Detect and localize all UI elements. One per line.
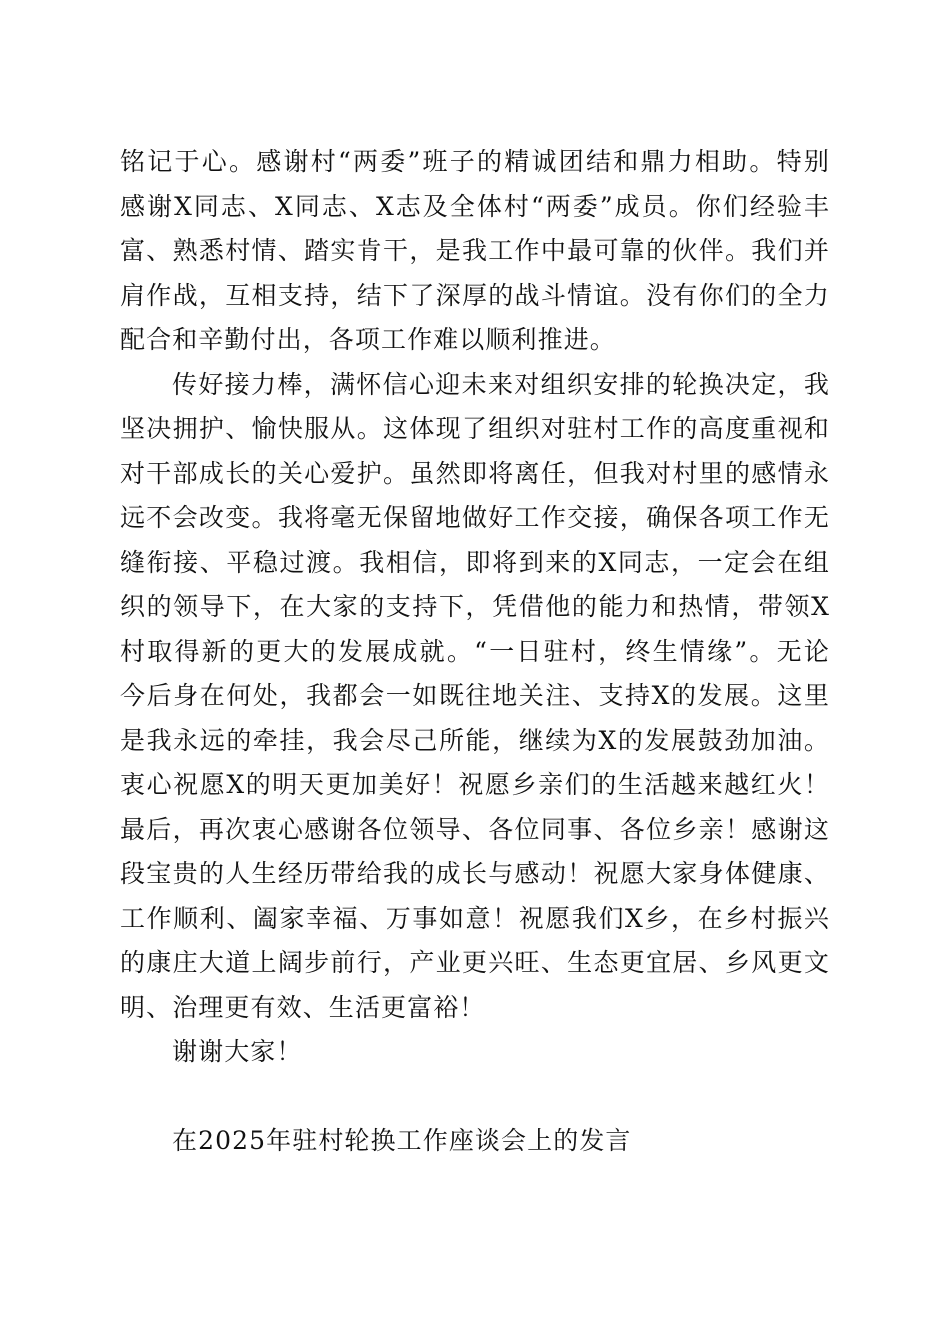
text-line: 明、治理更有效、生活更富裕！ (120, 992, 486, 1022)
text-line: 织的领导下，在大家的支持下，凭借他的能力和热情，带领X (120, 592, 830, 621)
text-line: 衷心祝愿X的明天更加美好！祝愿乡亲们的生活越来越红火！ (120, 770, 830, 799)
closing-line: 谢谢大家！ (172, 1037, 303, 1066)
text-line: 是我永远的牵挂，我会尽己所能，继续为X的发展鼓劲加油。 (120, 725, 830, 755)
text-line: 远不会改变。我将毫无保留地做好工作交接，确保各项工作无 (120, 503, 830, 532)
spacer (120, 1075, 830, 1119)
text-line: 富、熟悉村情、踏实肯干，是我工作中最可靠的伙伴。我们并 (120, 236, 830, 265)
text-line: 今后身在何处，我都会一如既往地关注、支持X的发展。这里 (120, 681, 830, 710)
text-line: 工作顺利、阖家幸福、万事如意！祝愿我们X乡，在乡村振兴 (120, 903, 830, 933)
text-line: 传好接力棒，满怀信心迎未来对组织安排的轮换决定，我 (172, 369, 830, 399)
document-body (120, 140, 830, 1163)
text-line: 对干部成长的关心爱护。虽然即将离任，但我对村里的感情永 (120, 458, 830, 488)
text-line: 配合和辛勤付出，各项工作难以顺利推进。 (120, 325, 616, 354)
footer-title: 在2025年驻村轮换工作座谈会上的发言 (172, 1125, 632, 1155)
text-line: 最后，再次衷心感谢各位领导、各位同事、各位乡亲！感谢这 (120, 814, 830, 844)
text-line: 村取得新的更大的发展成就。“一日驻村，终生情缘”。无论 (120, 636, 830, 666)
paragraph-thanks (120, 140, 830, 363)
text-line: 坚决拥护、愉快服从。这体现了组织对驻村工作的高度重视和 (120, 414, 830, 443)
text-line: 的康庄大道上阔步前行，产业更兴旺、生态更宜居、乡风更文 (120, 948, 830, 977)
text-line: 感谢X同志、X同志、X志及全体村“两委”成员。你们经验丰 (120, 191, 830, 221)
paragraph-handover (120, 363, 830, 1031)
text-line: 铭记于心。感谢村“两委”班子的精诚团结和鼎力相助。特别 (120, 147, 830, 176)
text-line: 缝衔接、平稳过渡。我相信，即将到来的X同志，一定会在组 (120, 547, 830, 577)
text-line: 段宝贵的人生经历带给我的成长与感动！祝愿大家身体健康、 (120, 859, 830, 888)
text-line: 肩作战，互相支持，结下了深厚的战斗情谊。没有你们的全力 (120, 280, 830, 310)
